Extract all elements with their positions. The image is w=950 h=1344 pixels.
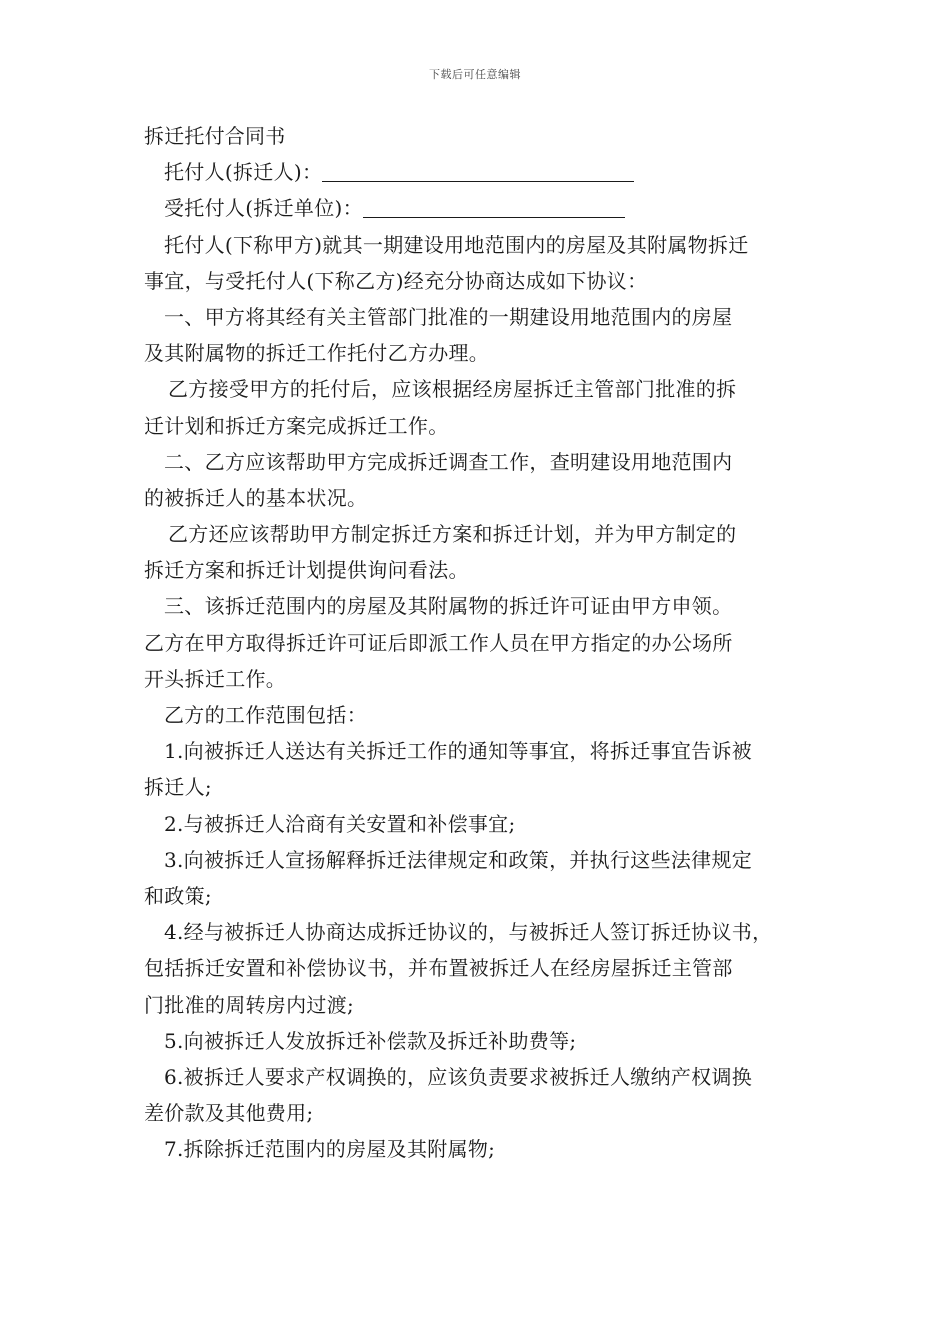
list-item-line: 拆迁人; xyxy=(144,775,212,800)
principal-label: 托付人(拆迁人)： xyxy=(164,160,323,185)
paragraph-line: 一、甲方将其经有关主管部门批准的一期建设用地范围内的房屋 xyxy=(164,304,733,329)
paragraph-line: 开头拆迁工作。 xyxy=(144,666,287,691)
paragraph-line: 乙方在甲方取得拆迁许可证后即派工作人员在甲方指定的办公场所 xyxy=(144,630,733,655)
agent-field xyxy=(144,190,814,226)
paragraph-line: 拆迁方案和拆迁计划提供询问看法。 xyxy=(144,558,469,583)
list-item-line: 4.经与被拆迁人协商达成拆迁协议的，与被拆迁人签订拆迁协议书， xyxy=(164,920,773,945)
principal-blank xyxy=(322,161,634,182)
list-item-line: 包括拆迁安置和补偿协议书，并布置被拆迁人在经房屋拆迁主管部 xyxy=(144,956,733,981)
list-item-line: 6.被拆迁人要求产权调换的，应该负责要求被拆迁人缴纳产权调换 xyxy=(164,1064,753,1089)
paragraph-line: 乙方还应该帮助甲方制定拆迁方案和拆迁计划，并为甲方制定的 xyxy=(168,522,737,547)
paragraph-line: 乙方接受甲方的托付后，应该根据经房屋拆迁主管部门批准的拆 xyxy=(168,377,737,402)
paragraph-line: 事宜，与受托付人(下称乙方)经充分协商达成如下协议： xyxy=(144,268,648,293)
paragraph-line: 的被拆迁人的基本状况。 xyxy=(144,485,368,510)
paragraph-line: 三、该拆迁范围内的房屋及其附属物的拆迁许可证由甲方申领。 xyxy=(164,594,733,619)
paragraph-line: 二、乙方应该帮助甲方完成拆迁调查工作，查明建设用地范围内 xyxy=(164,449,733,474)
list-item-line: 和政策; xyxy=(144,883,212,908)
list-item-line: 7.拆除拆迁范围内的房屋及其附属物; xyxy=(164,1137,496,1162)
agent-label: 受托付人(拆迁单位)： xyxy=(164,196,363,221)
list-item-line: 1.向被拆迁人送达有关拆迁工作的通知等事宜，将拆迁事宜告诉被 xyxy=(164,739,753,764)
list-item-line: 3.向被拆迁人宣扬解释拆迁法律规定和政策，并执行这些法律规定 xyxy=(164,847,753,872)
paragraph-line: 迁计划和拆迁方案完成拆迁工作。 xyxy=(144,413,449,438)
page-header: 下载后可任意编辑 xyxy=(429,68,521,81)
list-item-line: 2.与被拆迁人洽商有关安置和补偿事宜; xyxy=(164,811,516,836)
document-body xyxy=(144,118,814,1167)
paragraph-line: 及其附属物的拆迁工作托付乙方办理。 xyxy=(144,341,490,366)
document-title: 拆迁托付合同书 xyxy=(144,124,286,148)
list-item-line: 门批准的周转房内过渡; xyxy=(144,992,355,1017)
list-item-line: 5.向被拆迁人发放拆迁补偿款及拆迁补助费等; xyxy=(164,1028,577,1053)
paragraph-line: 托付人(下称甲方)就其一期建设用地范围内的房屋及其附属物拆迁 xyxy=(164,232,749,257)
paragraph-line: 乙方的工作范围包括： xyxy=(164,703,367,727)
agent-blank xyxy=(363,197,625,218)
list-item-line: 差价款及其他费用; xyxy=(144,1101,314,1126)
principal-field xyxy=(144,154,814,190)
